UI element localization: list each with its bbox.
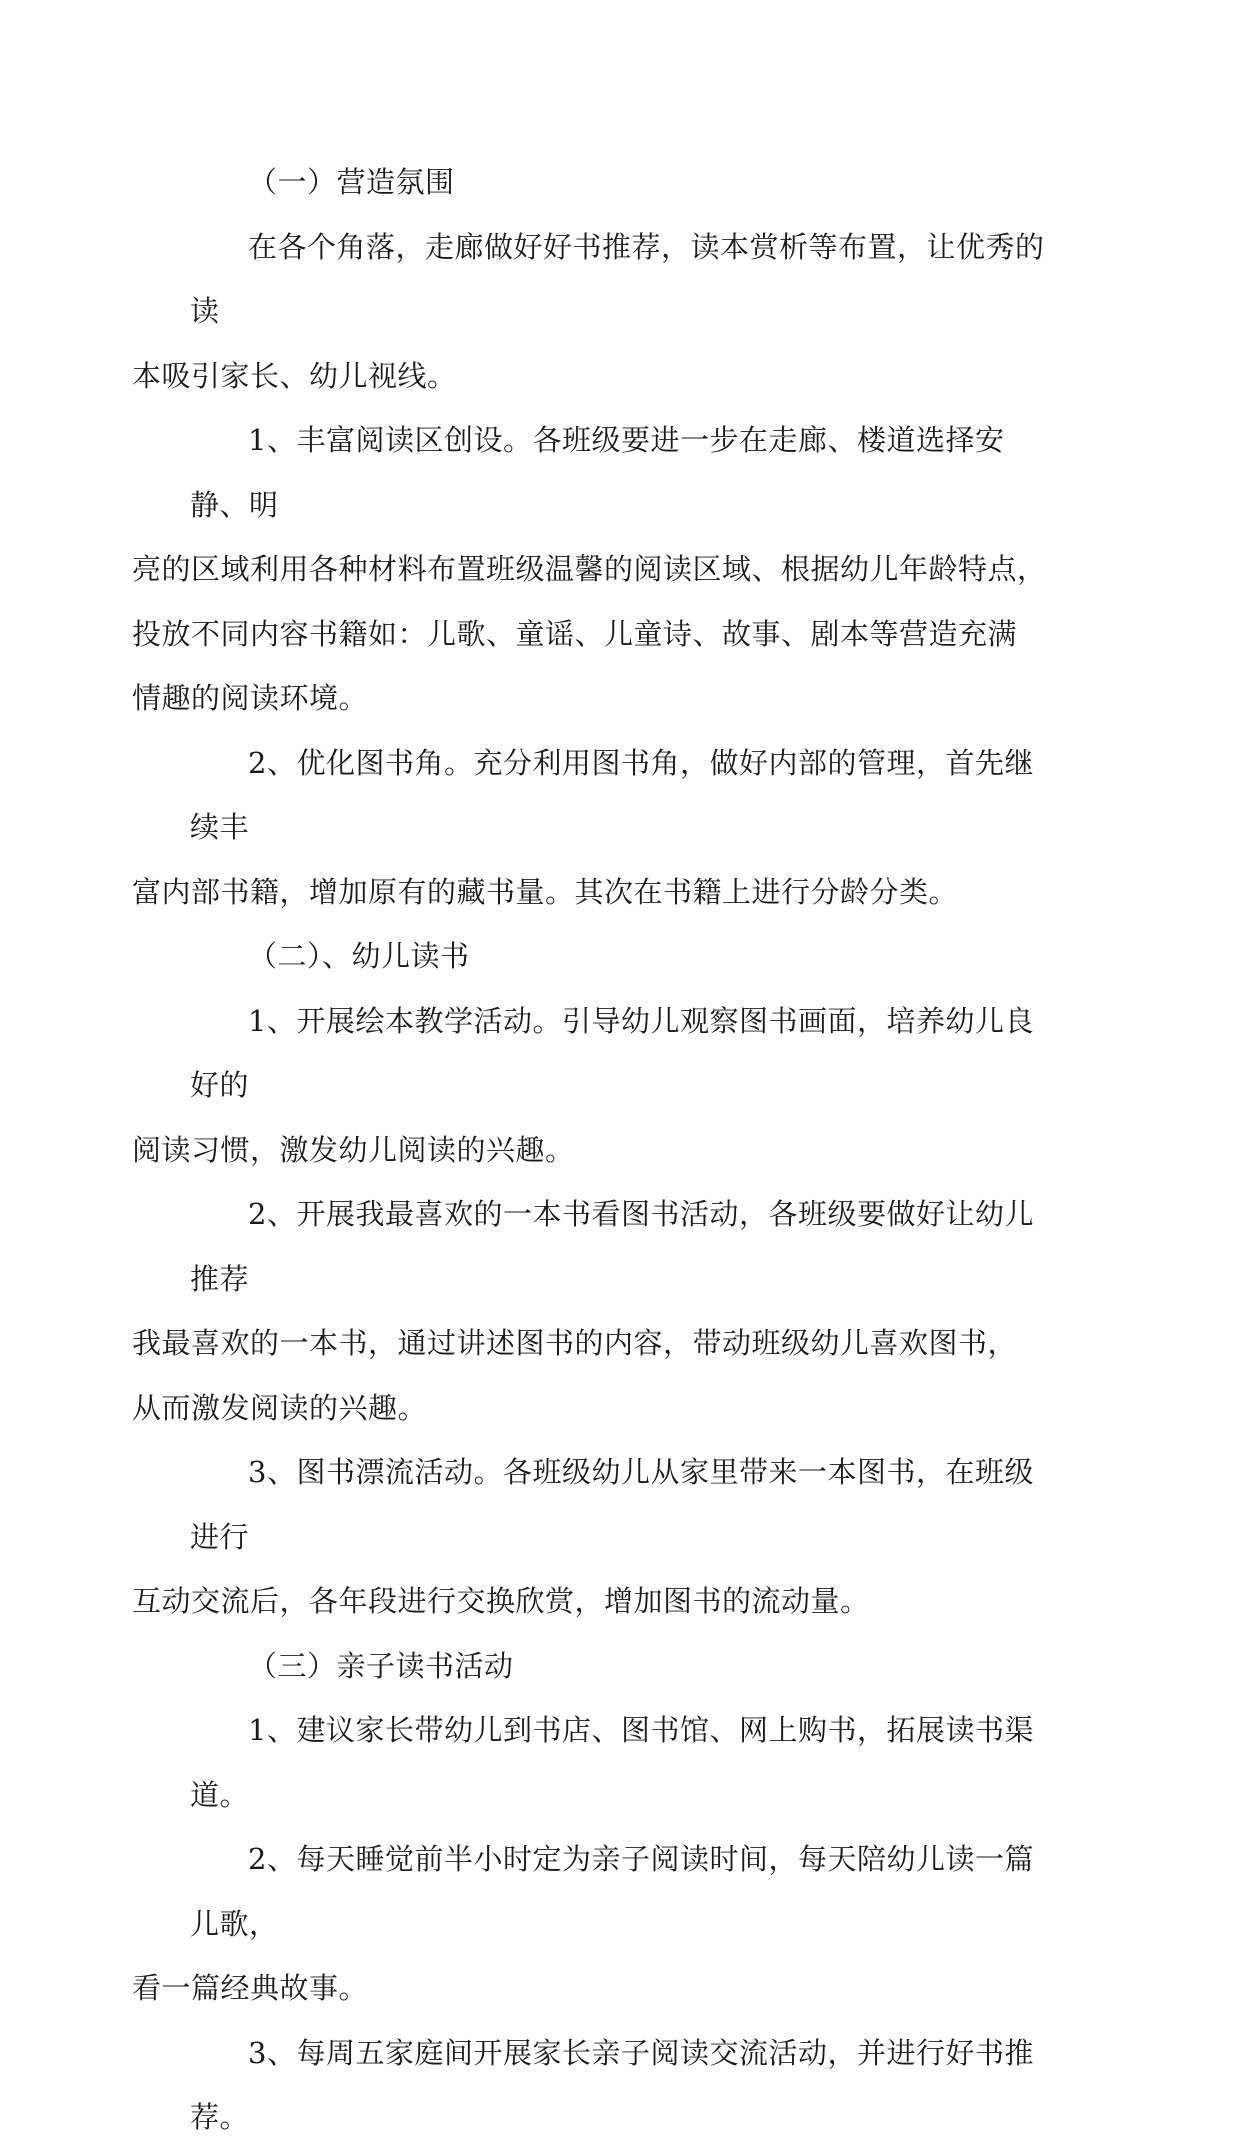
paragraph-line: 投放不同内容书籍如：儿歌、童谣、儿童诗、故事、剧本等营造充满: [132, 616, 1018, 651]
paragraph-line: 阅读习惯，激发幼儿阅读的兴趣。: [132, 1132, 575, 1167]
paragraph-line: 2、开展我最喜欢的一本书看图书活动，各班级要做好让幼儿推荐: [190, 1197, 1034, 1296]
paragraph-line: 2、优化图书角。充分利用图书角，做好内部的管理，首先继续丰: [190, 745, 1034, 844]
body-paragraph: [190, 1698, 1060, 1827]
paragraph-line: 1、建议家长带幼儿到书店、图书馆、网上购书，拓展读书渠道。: [190, 1713, 1034, 1812]
paragraph-line: 我最喜欢的一本书，通过讲述图书的内容，带动班级幼儿喜欢图书，: [132, 1326, 1018, 1360]
body-paragraph: [132, 989, 1060, 1183]
body-paragraph: [190, 2021, 1060, 2150]
body-paragraph: [132, 1182, 1060, 1440]
paragraph-line: 2、每天睡觉前半小时定为亲子阅读时间，每天陪幼儿读一篇儿歌，: [190, 1842, 1034, 1941]
paragraph-line: 1、开展绘本教学活动。引导幼儿观察图书画面，培养幼儿良好的: [190, 1003, 1034, 1102]
paragraph-line: 本吸引家长、幼儿视线。: [132, 358, 457, 393]
paragraph-line: 看一篇经典故事。: [132, 1971, 369, 2005]
section-heading: （一）营造氛围: [248, 165, 455, 199]
body-paragraph: [132, 1827, 1060, 2021]
body-paragraph: [132, 1440, 1060, 1634]
paragraph-line: 富内部书籍，增加原有的藏书量。其次在书籍上进行分龄分类。: [132, 874, 959, 909]
body-paragraph: [132, 731, 1060, 925]
body-paragraph: [132, 215, 1060, 409]
paragraph-line: 3、图书漂流活动。各班级幼儿从家里带来一本图书，在班级进行: [190, 1455, 1034, 1554]
body-paragraph: [132, 408, 1060, 731]
paragraph-line: 亮的区域利用各种材料布置班级温馨的阅读区域、根据幼儿年龄特点，: [132, 552, 1047, 586]
paragraph-line: 在各个角落，走廊做好好书推荐，读本赏析等布置，让优秀的读: [190, 229, 1045, 328]
section-heading: （三）亲子读书活动: [248, 1648, 514, 1683]
paragraph-line: 互动交流后，各年段进行交换欣赏，增加图书的流动量。: [132, 1584, 870, 1618]
paragraph-line: 3、每周五家庭间开展家长亲子阅读交流活动，并进行好书推荐。: [190, 2035, 1034, 2134]
paragraph-line: 情趣的阅读环境。: [132, 681, 369, 715]
paragraph-line: 1、丰富阅读区创设。各班级要进一步在走廊、楼道选择安静、明: [190, 423, 1005, 522]
paragraph-line: 从而激发阅读的兴趣。: [132, 1390, 428, 1425]
section-heading: （二）、幼儿读书: [248, 939, 470, 973]
document-body: [132, 150, 1060, 2150]
